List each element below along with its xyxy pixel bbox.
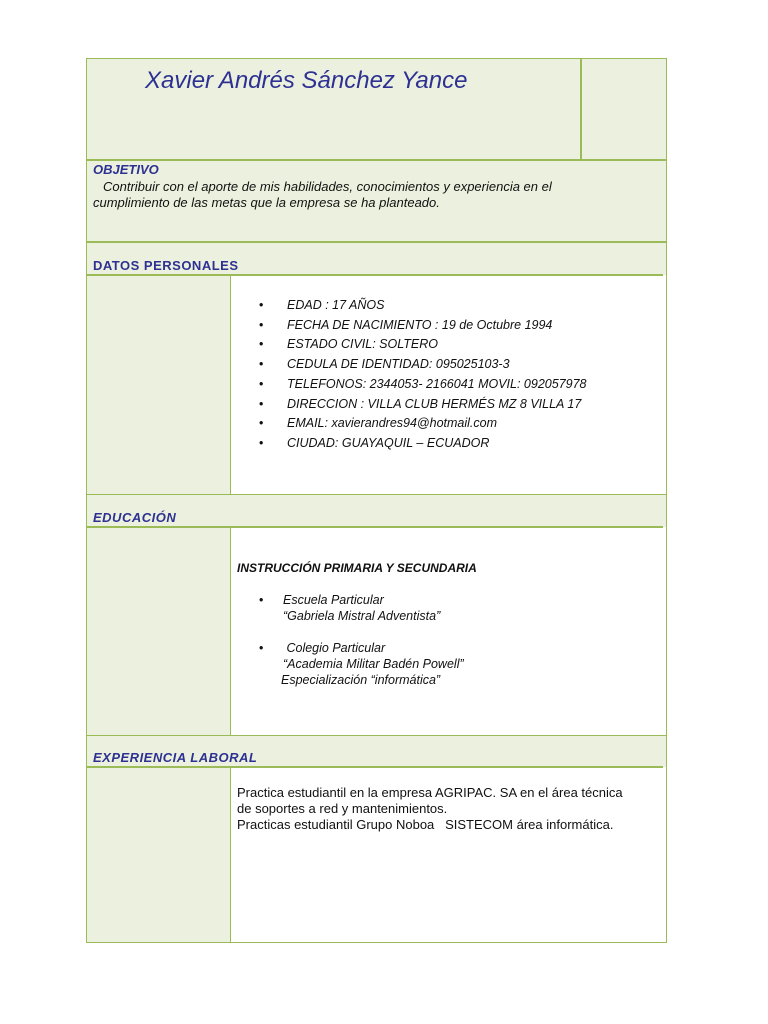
objetivo-line: Contribuir con el aporte de mis habilidades, conocimientos y experiencia en el <box>103 179 552 194</box>
objetivo-heading: OBJETIVO <box>93 162 159 177</box>
school-line: Colegio Particular <box>283 641 386 655</box>
experiencia-line: Practica estudiantil en la empresa AGRIPAC. SA en el área técnica <box>237 785 623 800</box>
experiencia-text <box>237 785 623 833</box>
list-item: • TELEFONOS: 2344053- 2166041 MOVIL: 092057978 <box>237 375 587 395</box>
school-line: “Gabriela Mistral Adventista” <box>283 608 441 623</box>
list-item: • DIRECCION : VILLA CLUB HERMÉS MZ 8 VILLA 17 <box>237 395 587 415</box>
objetivo-text <box>93 179 552 211</box>
page-title: Xavier Andrés Sánchez Yance <box>145 67 468 94</box>
list-item: • CIUDAD: GUAYAQUIL – ECUADOR <box>237 434 587 454</box>
datos-heading: DATOS PERSONALES <box>93 258 239 273</box>
educacion-heading: EDUCACIÓN <box>93 510 177 525</box>
experiencia-line: de soportes a red y mantenimientos. <box>237 801 448 816</box>
bullet: • <box>259 641 264 655</box>
school-entry <box>237 640 464 688</box>
school-line: “Academia Militar Badén Powell” <box>283 657 464 671</box>
header-divider <box>580 59 582 160</box>
educacion-subheading: INSTRUCCIÓN PRIMARIA Y SECUNDARIA <box>237 561 477 575</box>
objetivo-line: cumplimiento de las metas que la empresa se ha planteado. <box>93 195 440 210</box>
bullet: • <box>259 593 264 607</box>
column-divider <box>230 768 231 942</box>
list-item: • EMAIL: xavierandres94@hotmail.com <box>237 414 587 434</box>
school-line: Especialización “informática” <box>281 673 441 687</box>
list-item: • FECHA DE NACIMIENTO : 19 de Octubre 1994 <box>237 316 587 336</box>
experiencia-heading: EXPERIENCIA LABORAL <box>93 750 258 765</box>
experiencia-line: Practicas estudiantil Grupo Noboa SISTECOM área informática. <box>237 817 614 832</box>
datos-list <box>237 296 587 454</box>
cv-document <box>86 58 667 943</box>
school-line: Escuela Particular <box>283 593 384 607</box>
column-divider <box>230 528 231 735</box>
datos-left-column <box>87 276 230 494</box>
column-divider <box>230 276 231 494</box>
list-item: • ESTADO CIVIL: SOLTERO <box>237 335 587 355</box>
list-item: • EDAD : 17 AÑOS <box>237 296 587 316</box>
list-item: • CEDULA DE IDENTIDAD: 095025103-3 <box>237 355 587 375</box>
school-entry <box>237 593 440 624</box>
educacion-left-column <box>87 528 230 735</box>
experiencia-left-column <box>87 768 230 942</box>
